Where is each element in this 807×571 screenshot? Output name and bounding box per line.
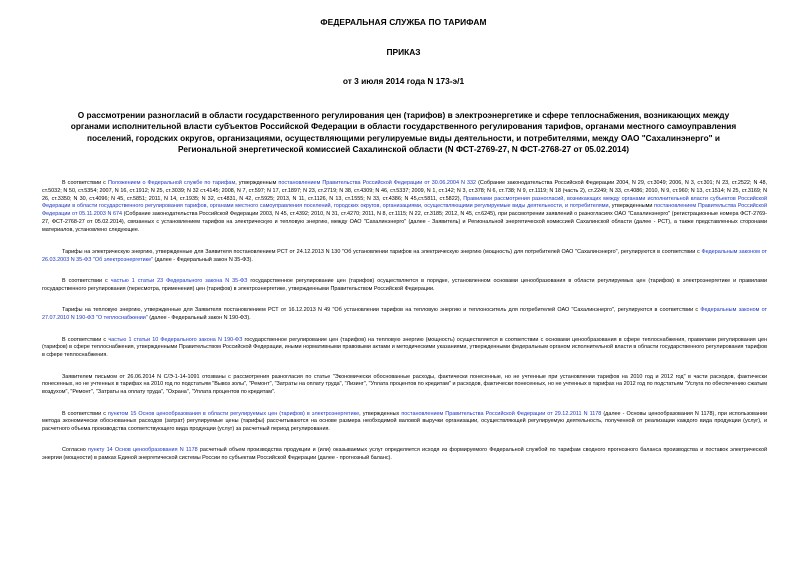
text-run: государственное регулирование цен (тарифов) осуществляется в порядке, установленном основами ценообразования в области регулируемых цен (тарифов) в электроэнергетике и правилами государственного регулирования (пересмотра, применения) цен (тарифов) в электроэнергетике, утвержденными Правительством Российской Федерации. bbox=[42, 278, 768, 292]
link-law-35fz[interactable]: Федеральным законом от 26.03.2003 N 35-ФЗ "Об электроэнергетике" bbox=[42, 248, 767, 263]
text-run: (Собрание законодательства Российской Федерации 2003, N 45, ст.4392; 2010, N 31, ст.4270; 2011, N 8, ст.1115; N 22, ст.3185; 2012, N 45, ст.6245), при рассмотрении заявлений о разногласиях ОАО "Сахалинэнерго" (регистрационные номера ФСТ-2769-27, ФСТ-2768-27 от 05.02.2014), связанных с установлением тарифов на электрическую и тепловую энергию, между ОАО "Сахалинэнерго" (далее - Заявитель) и Региональной энергетической комиссией Сахалинской области (далее - РСТ), а также представленных сторонами материалов, установлено следующее. bbox=[42, 211, 767, 233]
text-run: В соответствии с bbox=[62, 180, 108, 186]
text-run: государственное регулирование цен (тарифов) на тепловую энергию (мощность) осуществляется в соответствии с основами ценообразования в сфере теплоснабжения, правилами регулирования цен (тарифов) в сфере теплоснабжения, утвержденными Правительством Российской Федерации, иными нормативными правовыми актами и методическими указаниями, утвержденными федеральным органом исполнительной власти в области государственного регулирования тарифов в сфере теплоснабжения. bbox=[42, 336, 767, 359]
text-run: В соответствии с bbox=[62, 278, 111, 285]
text-run: , утвержденными bbox=[608, 203, 655, 210]
paragraph-8 bbox=[42, 447, 767, 463]
link-decree-1178[interactable]: постановлением Правительства Российской Федерации от 29.12.2011 N 1178 bbox=[401, 410, 602, 417]
link-dispute-rules[interactable]: Правилами рассмотрения разногласий, возникающих между органами исполнительной власти субъектов Российской Федерации в области государственного регулирования тарифов, органами местного самоуправления поселений, городских округов, организациями, осуществляющими регулируемые виды деятельности, и потребителями bbox=[42, 195, 768, 210]
link-decree-332[interactable]: постановлением Правительства Российской Федерации от 30.06.2004 N 332 bbox=[278, 180, 477, 186]
document-title: О рассмотрении разногласий в области государственного регулирования цен (тарифов) в электроэнергетике и сфере теплоснабжения, возникающих между органами исполнительной власти субъектов Российской Федерации в области государственного регулирования тарифов, органами местного самоуправления поселений, городских округов, организациями, осуществляющими регулируемые виды деятельности, и потребителями, между ОАО "Сахалинэнерго" и Региональной энергетической комиссией Сахалинской области (N ФСТ-2769-27, N ФСТ-2768-27 от 05.02.2014) bbox=[70, 110, 737, 155]
paragraph-2 bbox=[42, 249, 767, 265]
text-run: Согласно bbox=[62, 447, 88, 454]
link-law-190fz[interactable]: Федеральным законом от 27.07.2010 N 190-ФЗ "О теплоснабжении" bbox=[42, 307, 767, 322]
paragraph-4 bbox=[42, 307, 767, 323]
link-pricing-basics-p15[interactable]: пунктом 15 Основ ценообразования в области регулируемых цен (тарифов) в электроэнергетике bbox=[107, 410, 360, 417]
document-type: ПРИКАЗ bbox=[386, 47, 421, 57]
paragraph-7 bbox=[42, 411, 767, 434]
text-run: , утвержденным bbox=[235, 180, 279, 186]
document-date: от 3 июля 2014 года N 173-э/1 bbox=[342, 76, 465, 86]
link-decree-674[interactable]: постановлением Правительства Российской Федерации от 05.11.2003 N 674 bbox=[42, 203, 767, 218]
link-fst-regulation[interactable]: Положением о Федеральной службе по тарифам bbox=[107, 180, 236, 186]
link-law-190fz-art10[interactable]: частью 1 статьи 10 Федерального закона N 190-ФЗ bbox=[108, 336, 243, 343]
paragraph-6 bbox=[42, 374, 767, 397]
text-run: , утвержденных bbox=[359, 410, 402, 417]
document-body bbox=[42, 180, 767, 477]
text-run: В соответствии с bbox=[62, 410, 108, 417]
link-pricing-basics-p14[interactable]: пункту 14 Основ ценообразования N 1178 bbox=[88, 447, 198, 454]
paragraph-5 bbox=[42, 337, 767, 360]
text-run: Заявителем письмом от 26.06.2014 N С/Э-1-14-1091 отозваны с рассмотрения разногласия по статье "Экономически обоснованные расходы, фактически понесенные, но не учтенные при установлении тарифов на 2010 год и 2012 год" в части расходов, фактически понесенных, но не учтенных в тарифах на 2010 год по подстатьям "Вывоз золы", "Ремонт", "Затраты на оплату труда", "Лизинг", "Уплата процентов по кредитам" и расходов, фактически понесенных, но не учтенных в тарифах на 2012 год по подстатьям "Услуга по обеспечению сжатым воздухом", "Ремонт", "Затраты на оплату труда", "Охрана", "Уплата процентов по кредитам". bbox=[42, 373, 767, 396]
text-run: (далее - Основы ценообразования N 1178), при использовании метода экономически обоснованных расходов (затрат) регулируемые цены (тарифы) рассчитываются на основе размера необходимой валовой выручки организации, осуществляющей регулируемую деятельность, полученной от реализации каждого вида продукции (услуг), и расчетного объема производства соответствующего вида продукции (услуг) за расчетный период регулирования. bbox=[42, 410, 767, 433]
paragraph-1 bbox=[42, 180, 767, 235]
text-run: (Собрание законодательства Российской Федерации 2004, N 29, ст.3049; 2006, N 3, ст.301; N 23, ст.2522; N 48, ст.5032; N 50, ст.5354; 2007, N 16, ст.1912; N 25, ст.3039; N 32 ст.4145; 2008, N 7, ст.597; N 17, ст.1897; N 23, ст.2719; N 38, ст.4309; N 46, ст.5337; 2009, N 1, ст.142; N 3, ст.378; N 6, ст.738; N 9, ст.1119; N 18 (часть 2), ст.2249; N 33, ст.4086; 2010, N 9, ст.960; N 13, ст.1514; N 25, ст.3169; N 26, ст.3350; N 30, ст.4096; N 45, ст.5851; 2011, N 14, ст.1935; N 32, ст.4831, N 42, ст.5925; 2013, N 11, ст.1126, N 13, ст.1555; N 33, ст.4386; N 45,ст.5811, ст.5822), bbox=[42, 180, 767, 202]
link-law-35fz-art23[interactable]: частью 1 статьи 23 Федерального закона N 35-ФЗ bbox=[110, 278, 248, 285]
text-run: В соответствии с bbox=[62, 336, 109, 343]
text-run: Тарифы на электрическую энергию, утвержденные для Заявителя постановлением РСТ от 24.12.2013 N 130 "Об установлении тарифов на электрическую энергию (мощность) для потребителей ОАО "Сахалинэнерго", регулируются в соответствии с bbox=[62, 248, 702, 255]
text-run: (далее - Федеральный закон N 35-ФЗ). bbox=[153, 256, 253, 263]
paragraph-3 bbox=[42, 278, 767, 294]
text-run: Тарифы на тепловую энергию, утвержденные для Заявителя постановлением РСТ от 16.12.2013 N 49 "Об установлении тарифов на тепловую энергию и теплоноситель для потребителей ОАО "Сахалинэнерго", регулируются в соответствии с bbox=[62, 307, 701, 314]
text-run: расчетный объем производства продукции и (или) оказываемых услуг определяется исходя из формируемого Федеральной службой по тарифам сводного прогнозного баланса производства и поставок электрической энергии (мощности) в рамках Единой энергетической системы России по субъектам Российской Федерации (далее - прогнозный баланс). bbox=[42, 447, 768, 462]
agency-heading: ФЕДЕРАЛЬНАЯ СЛУЖБА ПО ТАРИФАМ bbox=[320, 17, 487, 27]
text-run: (далее - Федеральный закон N 190-ФЗ). bbox=[147, 315, 251, 322]
